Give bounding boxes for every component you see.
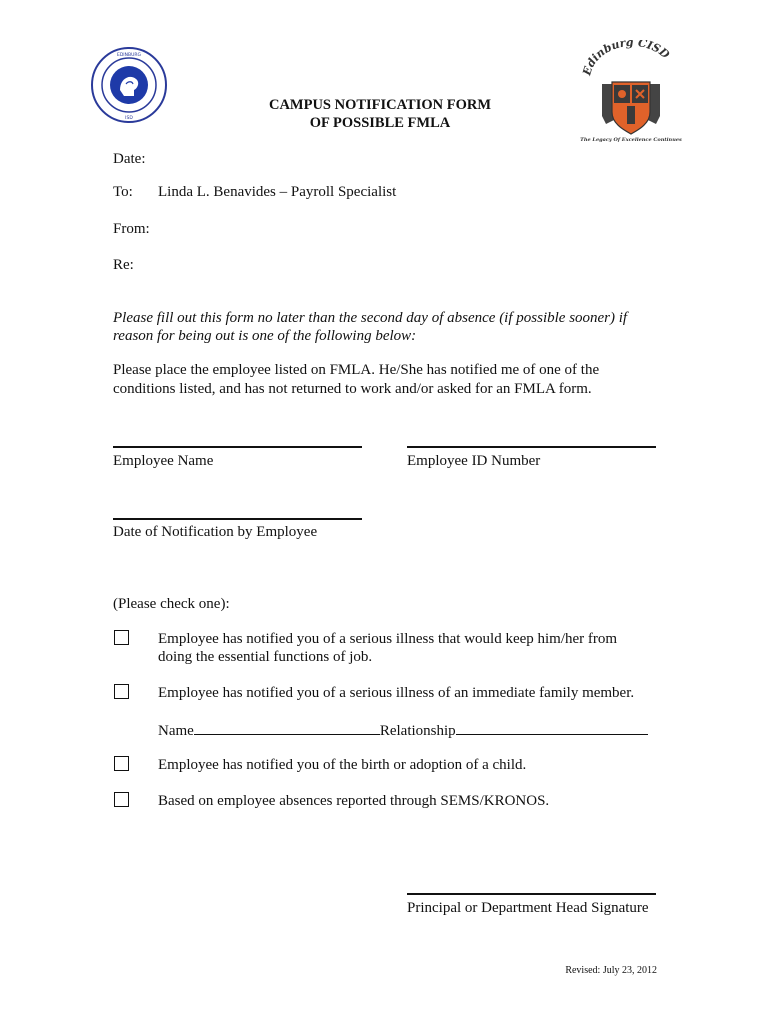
district-seal-logo xyxy=(90,46,168,124)
instructions-italic-line1: Please fill out this form no later than the second day of absence (if possible sooner) if xyxy=(113,310,628,326)
principal-signature-line[interactable] xyxy=(407,893,656,895)
option-serious-illness-line1: Employee has notified you of a serious illness that would keep him/her from xyxy=(158,631,618,647)
employee-name-label: Employee Name xyxy=(113,453,214,469)
employee-name-line[interactable] xyxy=(113,446,362,448)
relationship-label: Relationship xyxy=(379,723,456,739)
instructions-body-line2: conditions listed, and has not returned to work and/or asked for an FMLA form. xyxy=(113,381,592,397)
option-birth-adoption: Employee has notified you of the birth or adoption of a child. xyxy=(158,757,527,773)
family-name-field[interactable] xyxy=(194,720,380,735)
svg-text:EDINBURG: EDINBURG xyxy=(117,53,141,58)
svg-text:Edinburg CISD: Edinburg CISD xyxy=(580,40,672,77)
from-label: From: xyxy=(113,221,150,237)
date-label: Date: xyxy=(113,151,146,167)
check-one-prompt: (Please check one): xyxy=(113,596,230,612)
revised-date: Revised: July 23, 2012 xyxy=(565,965,657,976)
option-family-illness: Employee has notified you of a serious illness of an immediate family member. xyxy=(158,685,635,701)
svg-text:The Legacy Of Excellence Conti: The Legacy Of Excellence Continues xyxy=(580,137,682,143)
employee-id-label: Employee ID Number xyxy=(407,453,541,469)
form-title xyxy=(225,96,535,132)
notification-date-label: Date of Notification by Employee xyxy=(113,524,318,540)
option-serious-illness-line2: doing the essential functions of job. xyxy=(158,649,373,665)
family-member-row xyxy=(158,720,648,740)
svg-text:ISD: ISD xyxy=(125,116,133,121)
to-value: Linda L. Benavides – Payroll Specialist xyxy=(158,184,397,200)
edinburg-cisd-crest-logo xyxy=(572,40,690,144)
form-title-line1: CAMPUS NOTIFICATION FORM xyxy=(268,97,492,113)
notification-date-line[interactable] xyxy=(113,518,362,520)
checkbox-birth-adoption[interactable] xyxy=(114,756,129,771)
instructions-body-line1: Please place the employee listed on FMLA. He/She has notified me of one of the xyxy=(113,362,600,378)
family-name-label: Name xyxy=(158,723,194,739)
principal-signature-label: Principal or Department Head Signature xyxy=(407,900,649,916)
to-label: To: xyxy=(113,184,133,200)
form-title-line2: OF POSSIBLE FMLA xyxy=(309,115,451,131)
re-label: Re: xyxy=(113,257,134,273)
option-sems-kronos: Based on employee absences reported through SEMS/KRONOS. xyxy=(158,793,550,809)
employee-id-line[interactable] xyxy=(407,446,656,448)
checkbox-sems-kronos[interactable] xyxy=(114,792,129,807)
checkbox-family-illness[interactable] xyxy=(114,684,129,699)
relationship-field[interactable] xyxy=(456,720,648,735)
checkbox-serious-illness[interactable] xyxy=(114,630,129,645)
instructions-italic-line2: reason for being out is one of the following below: xyxy=(113,328,417,344)
